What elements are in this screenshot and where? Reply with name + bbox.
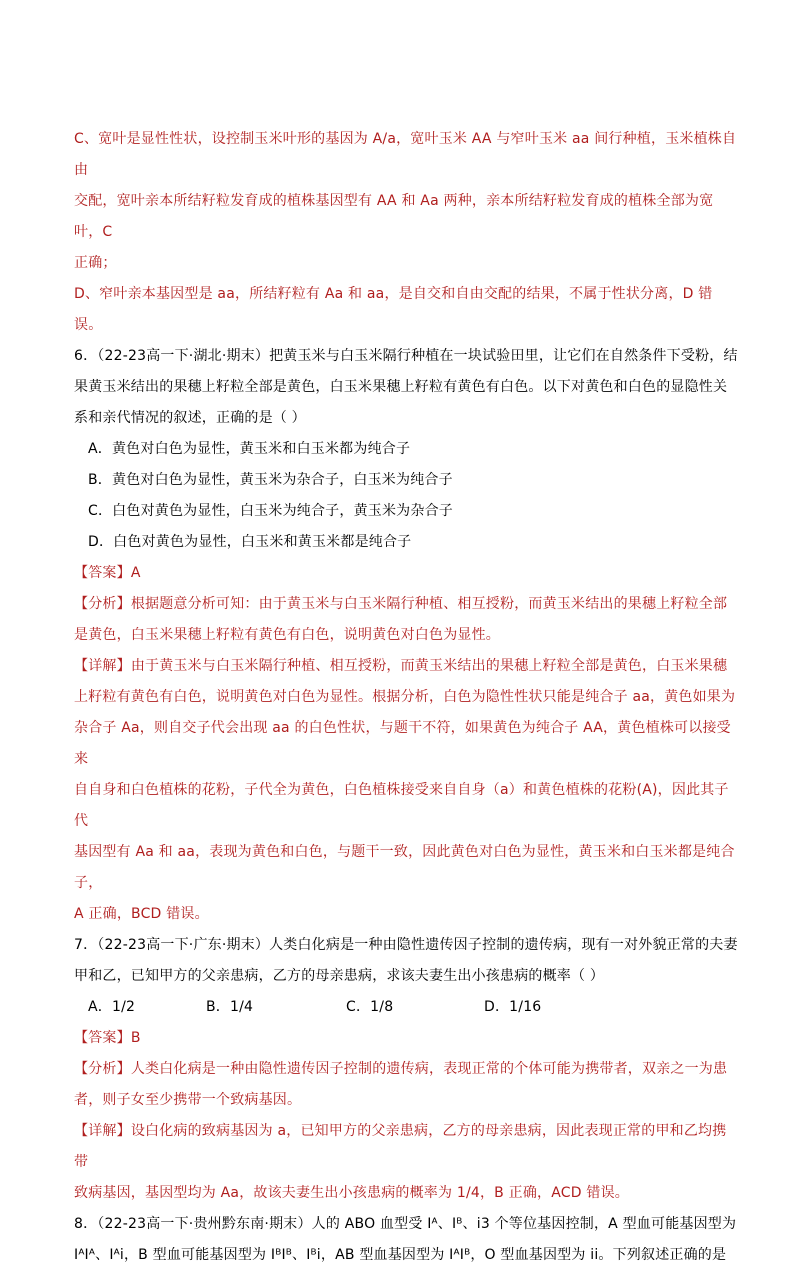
answer-value: A	[130, 565, 141, 581]
q7-options-row	[74, 992, 738, 1023]
q6-option-c: C．白色对黄色为显性，白玉米为纯合子，黄玉米为杂合子	[88, 503, 453, 519]
q6-analysis-line-2: 是黄色，白玉米果穗上籽粒有黄色有白色，说明黄色对白色为显性。	[74, 627, 500, 643]
q7-answer	[74, 1023, 738, 1054]
q6-detail-line-6: A 正确，BCD 错误。	[74, 906, 209, 922]
document-page	[74, 124, 738, 1271]
analysis-tag: 【分析】	[74, 596, 131, 612]
q6-detail-line-1	[74, 651, 738, 682]
q6-stem-line-3: 系和亲代情况的叙述，正确的是（ ）	[74, 410, 306, 426]
q6-answer	[74, 558, 738, 589]
detail-text: 由于黄玉米与白玉米隔行种植、相互授粉，而黄玉米结出的果穗上籽粒全部是黄色，白玉米果穗	[130, 658, 728, 674]
q6-stem-line-1: 6．（22-23高一下·湖北·期末）把黄玉米与白玉米隔行种植在一块试验田里，让它们在自然条件下受粉，结	[74, 348, 738, 364]
q6-analysis-line-1	[74, 589, 738, 620]
answer-tag: 【答案】	[74, 565, 131, 581]
answer-value: B	[130, 1030, 141, 1046]
detail-tag: 【详解】	[74, 658, 131, 674]
q5-option-c-line-1: C、宽叶是显性性状，设控制玉米叶形的基因为 A/a，宽叶玉米 AA 与窄叶玉米 aa 间行种植，玉米植株自由	[74, 131, 737, 178]
q6-detail-line-2: 上籽粒有黄色有白色，说明黄色对白色为显性。根据分析，白色为隐性性状只能是纯合子 aa，黄色如果为	[74, 689, 736, 705]
q5-option-c-line-2: 交配，宽叶亲本所结籽粒发育成的植株基因型有 AA 和 Aa 两种，亲本所结籽粒发育成的植株全部为宽叶，C	[74, 193, 714, 240]
q7-option-b: B．1/4	[206, 999, 254, 1015]
analysis-text: 人类白化病是一种由隐性遗传因子控制的遗传病，表现正常的个体可能为携带者，双亲之一为患	[130, 1061, 728, 1077]
q8-stem-line-2: IᴬIᴬ、Iᴬi，B 型血可能基因型为 IᴮIᴮ、Iᴮi，AB 型血基因型为 IᴬIᴮ，O 型血基因型为 ii。下列叙述正确的是	[74, 1247, 727, 1263]
q7-option-a: A．1/2	[88, 999, 136, 1015]
q6-option-d: D．白色对黄色为显性，白玉米和黄玉米都是纯合子	[88, 534, 412, 550]
q7-analysis-line-2: 者，则子女至少携带一个致病基因。	[74, 1092, 302, 1108]
q7-detail-line-1	[74, 1116, 738, 1178]
q7-stem-line-2: 甲和乙，已知甲方的父亲患病，乙方的母亲患病，求该夫妻生出小孩患病的概率（ ）	[74, 968, 605, 984]
q7-analysis-line-1	[74, 1054, 738, 1085]
q6-detail-line-4: 自自身和白色植株的花粉，子代全为黄色，白色植株接受来自自身（a）和黄色植株的花粉(A)，因此其子代	[74, 782, 729, 829]
q6-option-a: A．黄色对白色为显性，黄玉米和白玉米都为纯合子	[88, 441, 411, 457]
q7-option-c: C．1/8	[346, 999, 394, 1015]
q6-stem-line-2: 果黄玉米结出的果穗上籽粒全部是黄色，白玉米果穗上籽粒有黄色有白色。以下对黄色和白色的显隐性关	[74, 379, 728, 395]
q7-detail-line-2: 致病基因，基因型均为 Aa，故该夫妻生出小孩患病的概率为 1/4，B 正确，ACD 错误。	[74, 1185, 629, 1201]
q7-stem-line-1: 7．（22-23高一下·广东·期末）人类白化病是一种由隐性遗传因子控制的遗传病，现有一对外貌正常的夫妻	[74, 937, 738, 953]
analysis-text: 根据题意分析可知：由于黄玉米与白玉米隔行种植、相互授粉，而黄玉米结出的果穗上籽粒全部	[130, 596, 728, 612]
q6-detail-line-3: 杂合子 Aa，则自交子代会出现 aa 的白色性状，与题干不符，如果黄色为纯合子 AA，黄色植株可以接受来	[74, 720, 731, 767]
q5-option-d-line: D、窄叶亲本基因型是 aa，所结籽粒有 Aa 和 aa，是自交和自由交配的结果，不属于性状分离，D 错误。	[74, 286, 713, 333]
analysis-tag: 【分析】	[74, 1061, 131, 1077]
detail-text: 设白化病的致病基因为 a，已知甲方的父亲患病，乙方的母亲患病，因此表现正常的甲和乙均携带	[74, 1123, 727, 1170]
q6-option-b: B．黄色对白色为显性，黄玉米为杂合子，白玉米为纯合子	[88, 472, 453, 488]
answer-tag: 【答案】	[74, 1030, 131, 1046]
q7-option-d: D．1/16	[484, 999, 542, 1015]
detail-tag: 【详解】	[74, 1123, 131, 1139]
q8-stem-line-1: 8．（22-23高一下·贵州黔东南·期末）人的 ABO 血型受 Iᴬ、Iᴮ、i3 个等位基因控制，A 型血可能基因型为	[74, 1216, 737, 1232]
q5-option-c-line-3: 正确；	[74, 255, 117, 271]
q6-detail-line-5: 基因型有 Aa 和 aa，表现为黄色和白色，与题干一致，因此黄色对白色为显性，黄玉米和白玉米都是纯合子，	[74, 844, 735, 891]
